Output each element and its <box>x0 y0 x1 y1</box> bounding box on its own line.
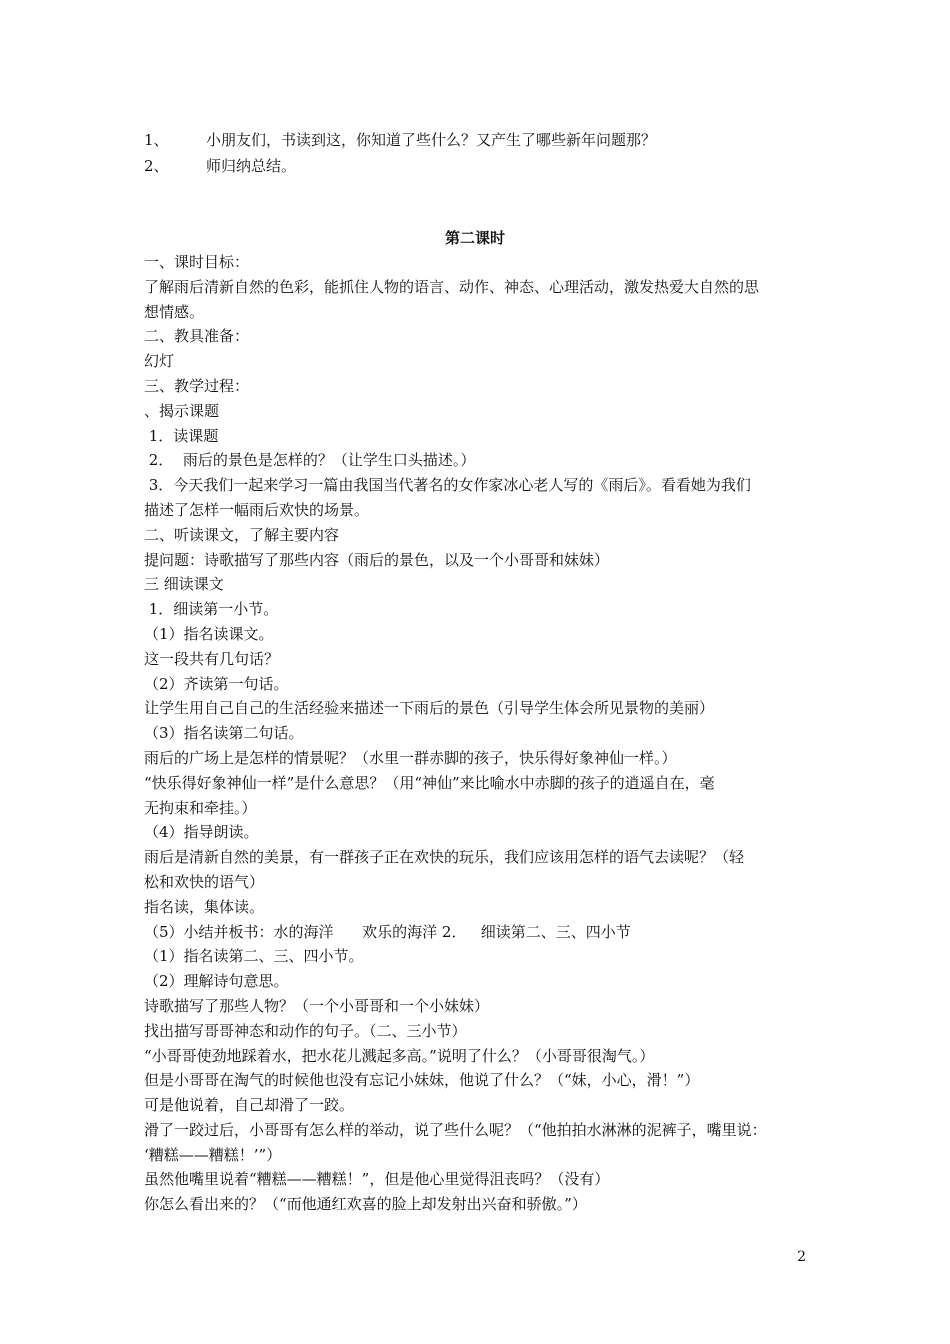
text-line: 让学生用自己自己的生活经验来描述一下雨后的景色（引导学生体会所见景物的美丽） <box>144 699 715 718</box>
list-item-number: 2、 <box>144 157 169 175</box>
text-line: 虽然他嘴里说着“糟糕——糟糕！”，但是他心里觉得沮丧吗？（没有） <box>144 1170 610 1189</box>
text-line: 、揭示课题 <box>144 401 220 420</box>
text-line: ‘糟糕——糟糕！’”） <box>144 1145 282 1164</box>
text-line: 松和欢快的语气） <box>144 872 265 891</box>
text-line: 三、教学过程： <box>144 376 250 395</box>
text-line: 一、课时目标： <box>144 253 250 271</box>
text-line: 找出描写哥哥神态和动作的句子。（二、三小节） <box>144 1021 467 1040</box>
text-line: “快乐得好象神仙一样”是什么意思？（用“神仙”来比喻水中赤脚的孩子的逍遥自在，毫 <box>144 773 715 792</box>
list-item-text: 师归纳总结。 <box>206 157 297 175</box>
text-line: 二、听读课文，了解主要内容 <box>144 525 340 544</box>
lesson-body <box>144 250 814 1217</box>
text-line: 诗歌描写了那些人物？（一个小哥哥和一个小妹妹） <box>144 996 490 1015</box>
text-line: （2）理解诗句意思。 <box>144 972 289 991</box>
text-line: 描述了怎样一幅雨后欢快的场景。 <box>144 500 370 519</box>
text-line: 指名读，集体读。 <box>144 897 265 916</box>
list-item-number: 1、 <box>144 131 169 149</box>
text-line: 无拘束和牵挂。） <box>144 798 257 817</box>
text-line: 雨后是清新自然的美景，有一群孩子正在欢快的玩乐，我们应该用怎样的语气去读呢？（轻 <box>144 848 745 867</box>
text-line: （1）指名读课文。 <box>144 624 274 643</box>
text-line: （1）指名读第二、三、四小节。 <box>144 947 364 966</box>
text-line: 提问题：诗歌描写了那些内容（雨后的景色，以及一个小哥哥和妹妹） <box>144 550 610 569</box>
text-line: 3．今天我们一起来学习一篇由我国当代著名的女作家冰心老人写的《雨后》。看看她为我们 <box>144 476 751 495</box>
text-line: （4）指导朗读。 <box>144 823 259 842</box>
text-line: 1．细读第一小节。 <box>144 600 279 619</box>
list-item-text: 小朋友们，书读到这，你知道了些什么？又产生了哪些新年问题那？ <box>206 131 657 149</box>
text-line: （5）小结并板书：水的海洋 欢乐的海洋 2． 细读第二、三、四小节 <box>144 922 631 941</box>
numbered-list <box>144 127 656 179</box>
text-line: 滑了一跤过后，小哥哥有怎么样的举动，说了些什么呢？（“他拍拍水淋淋的泥裤子，嘴里说： <box>144 1120 767 1139</box>
text-line: 幻灯 <box>144 352 175 371</box>
text-line: 二、教具准备： <box>144 327 250 346</box>
list-item <box>144 127 656 153</box>
text-line: 雨后的广场上是怎样的情景呢？（水里一群赤脚的孩子，快乐得好象神仙一样。） <box>144 748 677 767</box>
text-line: 但是小哥哥在淘气的时候他也没有忘记小妹妹，他说了什么？（“妹，小心，滑！”） <box>144 1071 700 1090</box>
text-line: 想情感。 <box>144 302 205 321</box>
text-line: 你怎么看出来的？（“而他通红欢喜的脸上却发射出兴奋和骄傲。”） <box>144 1195 587 1214</box>
text-line: 了解雨后清新自然的色彩，能抓住人物的语言、动作、神态、心理活动，激发热爱大自然的思 <box>144 277 760 296</box>
section-title: 第二课时 <box>444 229 505 247</box>
text-line: 这一段共有几句话？ <box>144 649 280 668</box>
page-number: 2 <box>797 1249 806 1265</box>
text-line: 2． 雨后的景色是怎样的？（让学生口头描述。） <box>144 451 476 470</box>
list-item <box>144 153 656 179</box>
text-line: 1．读课题 <box>144 426 219 445</box>
text-line: “小哥哥使劲地踩着水，把水花儿溅起多高。”说明了什么？（小哥哥很淘气。） <box>144 1046 655 1065</box>
text-line: 可是他说着，自己却滑了一跤。 <box>144 1096 355 1115</box>
text-line: （2）齐读第一句话。 <box>144 674 289 693</box>
text-line: （3）指名读第二句话。 <box>144 724 304 743</box>
text-line: 三 细读课文 <box>144 575 224 594</box>
